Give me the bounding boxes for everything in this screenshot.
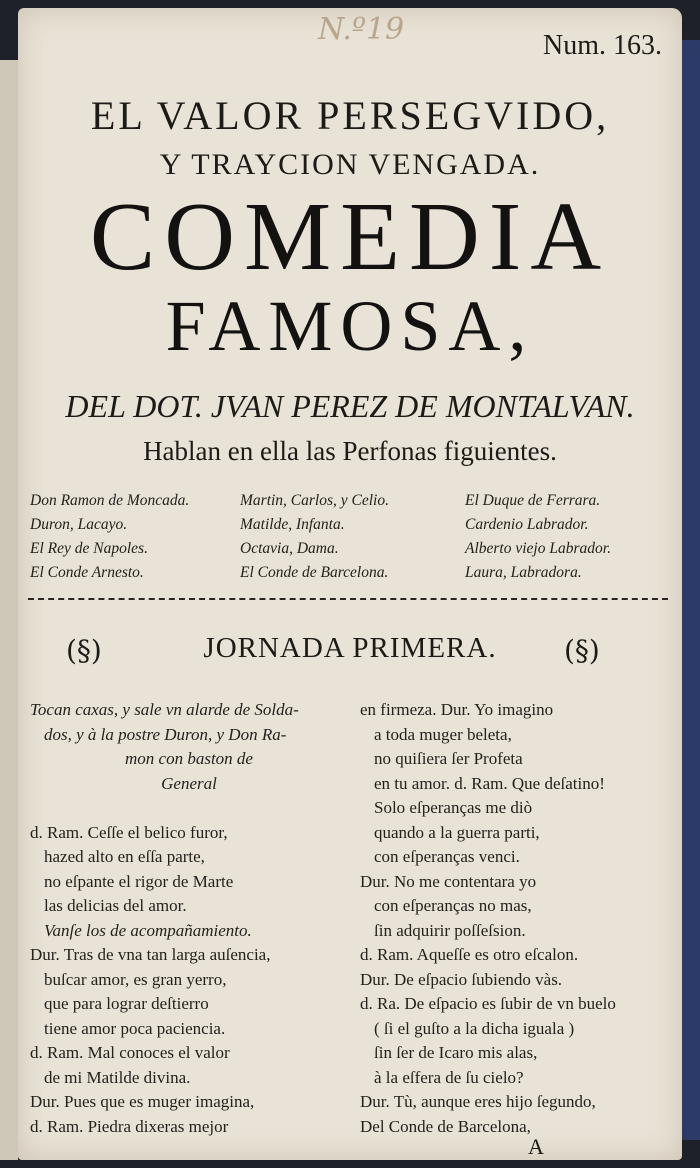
verse-line: d. Ram. Mal conoces el valor: [30, 1043, 230, 1062]
persona: Don Ramon de Moncada.: [30, 492, 190, 509]
persona: El Duque de Ferrara.: [465, 492, 601, 509]
verse-line: en tu amor. d. Ram. Que deſatino!: [374, 773, 605, 793]
persona: Duron, Lacayo.: [30, 516, 128, 533]
stage-direction: mon con baston de: [125, 749, 253, 768]
verse-line: tiene amor poca paciencia.: [44, 1018, 226, 1038]
author-line: DEL DOT. JVAN PEREZ DE MONTALVAN.: [65, 388, 635, 424]
persona: El Rey de Napoles.: [30, 540, 148, 557]
verse-line: à la eſfera de ſu cielo?: [374, 1067, 524, 1087]
persona: El Conde de Barcelona.: [240, 564, 389, 581]
title-line-2: Y TRAYCION VENGADA.: [159, 148, 541, 181]
verse-line: buſcar amor, es gran yerro,: [44, 969, 227, 989]
verse-line: a toda muger beleta,: [374, 724, 512, 744]
persona: El Conde Arnesto.: [30, 564, 144, 581]
text-column-left: [30, 698, 348, 1139]
verse-line: que para lograr deſtierro: [44, 994, 209, 1013]
verse-line: las delicias del amor.: [44, 896, 187, 915]
book-page: [18, 8, 682, 1160]
persona: Octavia, Dama.: [240, 540, 339, 557]
persona: Alberto viejo Labrador.: [465, 540, 611, 557]
verse-line: d. Ram. Aqueſſe es otro eſcalon.: [360, 945, 579, 964]
verse-line: Dur. Pues que es muger imagina,: [30, 1092, 255, 1111]
verse-line: con eſperanças venci.: [374, 847, 520, 866]
verse-line: ſin adquirir poſſeſsion.: [374, 920, 526, 940]
verse-line: hazed alto en eſſa parte,: [44, 847, 205, 866]
persona: Cardenio Labrador.: [465, 516, 589, 533]
text-column-right: [360, 698, 678, 1139]
ornament-left: (§): [66, 634, 102, 667]
verse-line: d. Ram. Ceſſe el belico furor,: [30, 822, 228, 842]
verse-line: ſin ſer de Icaro mis alas,: [374, 1043, 538, 1062]
act-heading: JORNADA PRIMERA.: [203, 632, 497, 664]
verse-line: Dur. De eſpacio ſubiendo vàs.: [360, 969, 563, 989]
verse-line: Solo eſperanças me diò: [374, 798, 533, 817]
stage-direction: Tocan caxas, y sale vn alarde de Solda-: [30, 700, 299, 719]
stage-direction: Vanſe los de acompañamiento.: [44, 920, 252, 940]
verse-line: ( ſi el guſto a la dicha iguala ): [374, 1018, 575, 1038]
page-number: Num. 163.: [543, 30, 662, 61]
title-line-1: EL VALOR PERSEGVIDO,: [90, 93, 610, 138]
verse-line: quando a la guerra parti,: [374, 822, 540, 842]
verse-line: no quiſiera ſer Profeta: [374, 749, 523, 768]
divider-rule: [28, 598, 668, 600]
verse-line: d. Ra. De eſpacio es ſubir de vn buelo: [360, 994, 616, 1013]
catchword: A: [528, 1134, 544, 1159]
persona: Laura, Labradora.: [465, 564, 582, 581]
verse-line: Dur. Tù, aunque eres hijo ſegundo,: [360, 1092, 596, 1111]
verse-line: d. Ram. Piedra dixeras mejor: [30, 1116, 229, 1136]
persona: Matilde, Infanta.: [240, 516, 345, 533]
blank-line: [30, 796, 348, 821]
personas-heading: Hablan en ella las Perfonas figuientes.: [143, 436, 557, 466]
verse-line: no eſpante el rigor de Marte: [44, 871, 234, 891]
verse-line: de mi Matilde divina.: [44, 1067, 191, 1087]
ornament-right: (§): [564, 634, 600, 667]
book-cover-edge: [682, 40, 700, 1140]
verse-line: Del Conde de Barcelona,: [360, 1116, 531, 1136]
persona: Martin, Carlos, y Celio.: [240, 492, 389, 509]
verse-line: Dur. Tras de vna tan larga auſencia,: [30, 945, 271, 964]
stage-direction: dos, y à la postre Duron, y Don Ra-: [44, 724, 287, 744]
title-famosa: FAMOSA,: [165, 286, 535, 366]
verse-line: con eſperanças no mas,: [374, 896, 532, 915]
adjacent-page-edge: [0, 60, 18, 1160]
stage-direction: General: [161, 773, 217, 793]
dramatis-personae: [30, 492, 675, 586]
handwritten-mark: N.º19: [318, 12, 405, 47]
title-comedia: COMEDIA: [89, 183, 611, 291]
verse-line: en firmeza. Dur. Yo imagino: [360, 700, 554, 719]
verse-line: Dur. No me contentara yo: [360, 871, 537, 891]
